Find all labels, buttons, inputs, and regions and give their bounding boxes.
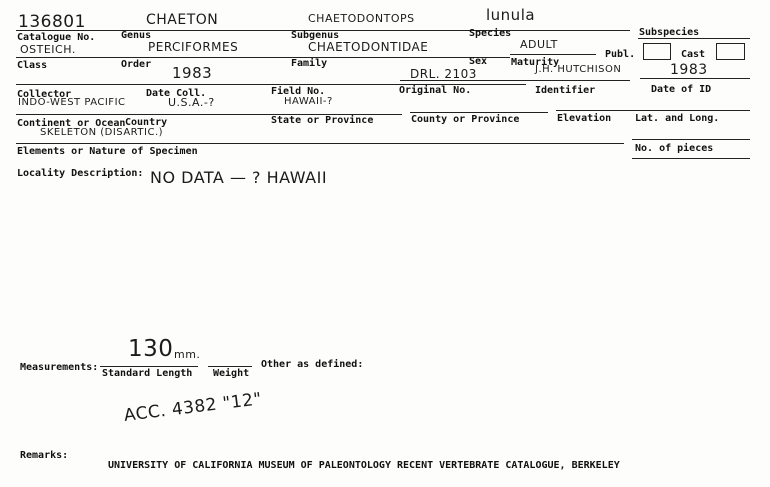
elements-value: SKELETON (DISARTIC.) (40, 127, 164, 138)
genus-value: CHAETON (146, 12, 219, 28)
rule-pieces (632, 158, 750, 159)
remarks-label: Remarks: (20, 450, 69, 461)
original-no-label: Original No. (399, 85, 472, 96)
rule-row3b (400, 80, 630, 81)
genus-label: Genus (121, 30, 152, 41)
identifier-label: Identifier (535, 85, 596, 96)
rule-row4b (410, 112, 548, 113)
field-no-value: HAWAII-? (284, 96, 333, 107)
rule-row3c (640, 78, 750, 79)
order-value: PERCIFORMES (148, 40, 239, 54)
rule-std-length (100, 366, 198, 367)
species-value: lunula (486, 6, 536, 24)
subspecies-label: Subspecies (639, 27, 700, 38)
locality-value: NO DATA — ? HAWAII (150, 168, 328, 187)
order-label: Order (121, 59, 152, 70)
rule-row5b (632, 139, 750, 140)
accession-value: ACC. 4382 "12" (122, 389, 264, 426)
species-label: Species (469, 28, 512, 39)
field-no-label: Field No. (271, 86, 326, 97)
length-value: 130 (128, 336, 174, 362)
catalogue-no-label: Catalogue No. (17, 32, 96, 43)
collector-label: Collector (17, 89, 72, 100)
no-of-pieces-label: No. of pieces (635, 143, 714, 154)
date-of-id-value: 1983 (670, 62, 708, 78)
rule-row2b (510, 54, 596, 55)
rule-weight (208, 366, 252, 367)
publ-checkbox (643, 43, 671, 60)
measurements-label: Measurements: (20, 362, 99, 373)
country-label: Country (125, 117, 168, 128)
length-unit: mm. (174, 348, 201, 361)
cast-label: Cast (681, 49, 706, 60)
rule-row4c (556, 110, 750, 111)
subgenus-value: CHAETODONTOPS (308, 12, 415, 25)
other-as-defined-label: Other as defined: (261, 359, 364, 370)
cast-checkbox (716, 43, 745, 60)
catalogue-no-value: 136801 (18, 12, 86, 32)
subgenus-label: Subgenus (291, 30, 340, 41)
publ-label: Publ. (605, 49, 636, 60)
date-coll-label: Date Coll. (146, 88, 207, 99)
rule-row5a (16, 143, 624, 144)
locality-label: Locality Description: (17, 168, 144, 179)
original-no-value: DRL. 2103 (410, 67, 477, 81)
maturity-value: ADULT (520, 38, 558, 51)
county-label: County or Province (411, 114, 520, 125)
date-of-id-label: Date of ID (651, 84, 712, 95)
sex-label: Sex (469, 56, 488, 67)
identifier-value: J.H. HUTCHISON (535, 64, 622, 75)
collector-value: INDO-WEST PACIFIC (18, 97, 126, 108)
maturity-label: Maturity (511, 57, 560, 68)
lat-long-label: Lat. and Long. (635, 113, 720, 124)
date-coll-value: U.S.A.-? (168, 96, 215, 109)
elevation-label: Elevation (557, 113, 612, 124)
state-label: State or Province (271, 115, 374, 126)
elements-label: Elements or Nature of Specimen (17, 146, 198, 157)
class-value: OSTEICH. (20, 43, 76, 56)
order-year-value: 1983 (172, 64, 213, 82)
standard-length-label: Standard Length (102, 368, 193, 379)
family-value: CHAETODONTIDAE (308, 40, 429, 54)
class-label: Class (17, 60, 48, 71)
card-footer: UNIVERSITY OF CALIFORNIA MUSEUM OF PALEONTOLOGY RECENT VERTEBRATE CATALOGUE, BERKELEY (108, 460, 620, 471)
rule-row2a (16, 57, 510, 58)
family-label: Family (291, 58, 328, 69)
weight-label: Weight (213, 368, 250, 379)
rule-subspecies (638, 38, 750, 39)
continent-label: Continent or Ocean (17, 118, 126, 129)
